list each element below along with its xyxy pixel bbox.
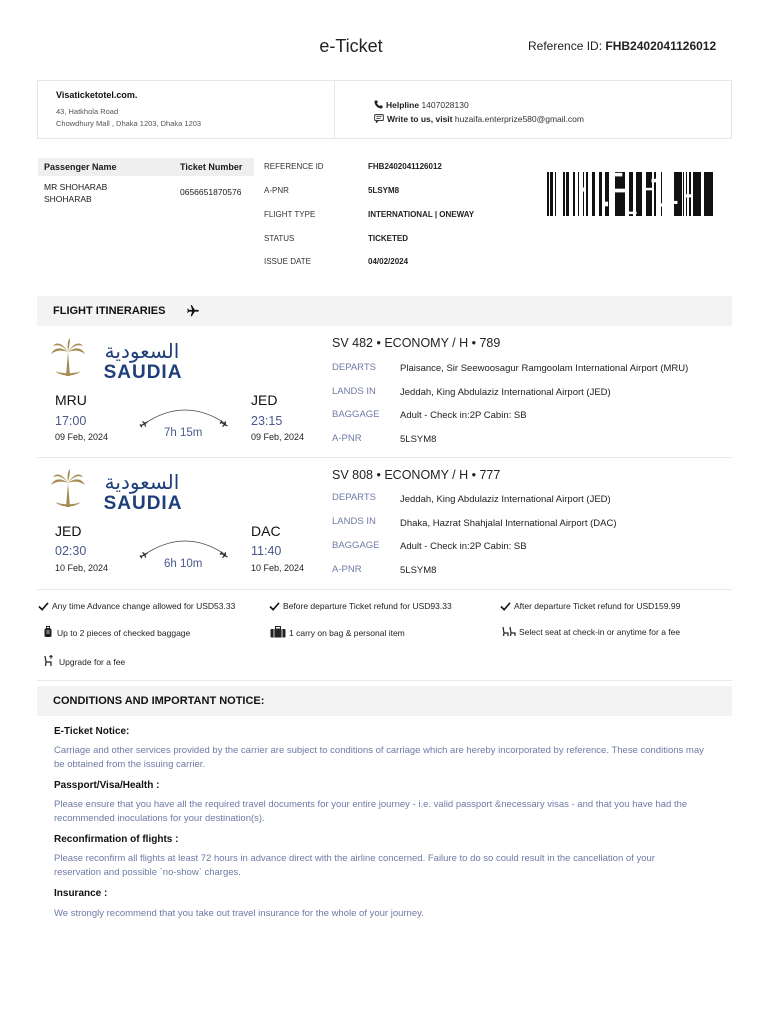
saudia-logo — [50, 469, 190, 511]
detail-label: LANDS IN — [332, 386, 376, 397]
info-value: 04/02/2024 — [368, 257, 409, 266]
feature-item — [270, 626, 405, 638]
departure-plane-icon — [139, 550, 149, 559]
agency-address — [56, 106, 201, 130]
feature-text: 1 carry on bag & personal item — [289, 628, 405, 638]
feature-item — [500, 601, 680, 611]
departure-code: MRU — [55, 392, 87, 408]
airline-latin: SAUDIA — [103, 493, 183, 511]
feature-text: Upgrade for a fee — [59, 657, 126, 667]
passenger-name-line2: SHOHARAB — [44, 194, 92, 204]
condition-heading: E-Ticket Notice: — [54, 726, 130, 737]
info-value: FHB2402041126012 — [368, 162, 442, 171]
conditions-title: CONDITIONS AND IMPORTANT NOTICE: — [53, 695, 265, 707]
condition-heading: Reconfirmation of flights : — [54, 834, 179, 845]
passenger-table-header — [38, 158, 254, 176]
saudia-logo — [50, 338, 190, 380]
flight-divider — [37, 589, 732, 590]
condition-text: We strongly recommend that you take out travel insurance for the whole of your journey. — [54, 908, 424, 919]
detail-value: Jeddah, King Abdulaziz International Airport (JED) — [400, 387, 611, 398]
passenger-name-line1: MR SHOHARAB — [44, 182, 108, 192]
info-value: TICKETED — [368, 234, 408, 243]
flight-title: SV 808 • ECONOMY / H • 777 — [332, 468, 501, 482]
ticket-number-header: Ticket Number — [180, 162, 243, 172]
info-value: INTERNATIONAL | ONEWAY — [368, 210, 475, 219]
itineraries-header — [37, 296, 732, 326]
airline-arabic: السعودية — [104, 339, 180, 363]
luggage-icon — [44, 626, 52, 638]
detail-label: DEPARTS — [332, 492, 376, 503]
message-icon — [374, 114, 384, 123]
agency-address-line2: Chowdhury Mall , Dhaka 1203, Dhaka 1203 — [56, 119, 202, 128]
arrival-code: JED — [251, 392, 278, 408]
passenger-name-header: Passenger Name — [44, 162, 117, 172]
detail-value: 5LSYM8 — [400, 434, 437, 445]
feature-text: After departure Ticket refund for USD159.99 — [514, 601, 681, 611]
airline-arabic: السعودية — [104, 470, 180, 494]
feature-item — [38, 601, 235, 611]
itineraries-title: FLIGHT ITINERARIES — [53, 305, 166, 317]
info-label: ISSUE DATE — [264, 257, 311, 266]
helpline-label: Helpline — [386, 100, 420, 110]
condition-text: Please ensure that you have all the required travel documents for your entire journey - i.e. valid passport &necessary visas - and that you have had the recommended inoculations for your destination(s). — [54, 799, 688, 824]
condition-heading: Insurance : — [54, 888, 108, 899]
feature-item — [502, 626, 680, 637]
departure-date: 09 Feb, 2024 — [55, 432, 109, 442]
airline-latin: SAUDIA — [103, 362, 183, 380]
detail-value: 5LSYM8 — [400, 565, 437, 576]
upgrade-seat-icon — [43, 655, 54, 667]
detail-label: A-PNR — [332, 564, 362, 575]
arrival-date: 09 Feb, 2024 — [251, 432, 305, 442]
reference-label: Reference ID: — [528, 39, 603, 53]
check-icon — [269, 602, 280, 611]
feature-text: Before departure Ticket refund for USD93.33 — [283, 601, 452, 611]
departure-time: 02:30 — [55, 544, 87, 558]
feature-item — [269, 601, 452, 611]
page-title: e-Ticket — [319, 36, 383, 56]
agency-name: Visaticketotel.com. — [56, 90, 138, 100]
helpline-value: 1407028130 — [421, 100, 469, 110]
flight-duration: 6h 10m — [164, 558, 203, 570]
detail-value: Jeddah, King Abdulaziz International Airport (JED) — [400, 494, 611, 505]
write-email[interactable]: huzaifa.enterprize580@gmail.com — [454, 114, 584, 124]
info-value: 5LSYM8 — [368, 186, 400, 195]
detail-label: BAGGAGE — [332, 540, 380, 551]
barcode — [547, 172, 715, 216]
feature-text: Any time Advance change allowed for USD53.33 — [52, 601, 236, 611]
flight-duration: 7h 15m — [164, 427, 203, 439]
phone-icon — [374, 100, 383, 109]
ticket-number: 0656651870576 — [180, 187, 242, 197]
write-to-us — [374, 112, 584, 126]
detail-label: LANDS IN — [332, 516, 376, 527]
arrival-time: 11:40 — [251, 544, 282, 558]
feature-item — [43, 655, 125, 667]
departure-code: JED — [55, 523, 82, 539]
info-label: REFERENCE ID — [264, 162, 324, 171]
condition-heading: Passport/Visa/Health : — [54, 780, 160, 791]
detail-value: Plaisance, Sir Seewoosagur Ramgoolam International Airport (MRU) — [400, 363, 689, 374]
departure-time: 17:00 — [55, 414, 87, 428]
check-icon — [500, 602, 511, 611]
feature-text: Select seat at check-in or anytime for a fee — [519, 627, 681, 637]
contact-info — [374, 98, 584, 126]
reference-value: FHB2402041126012 — [605, 39, 717, 53]
carry-on-bag-icon — [270, 626, 286, 638]
info-label: A-PNR — [264, 186, 289, 195]
passenger-name — [44, 181, 144, 205]
arrival-time: 23:15 — [251, 414, 283, 428]
write-label: Write to us, visit — [387, 114, 453, 124]
info-label: STATUS — [264, 234, 295, 243]
arrival-date: 10 Feb, 2024 — [251, 563, 305, 573]
condition-text: Carriage and other services provided by the carrier are subject to conditions of carriage which are hereby incorporated by reference. These conditions may be obtained from the issuing carrier. — [54, 745, 704, 770]
flight-divider — [37, 457, 732, 458]
flight-path-arc — [138, 533, 232, 561]
helpline — [374, 98, 584, 112]
detail-label: BAGGAGE — [332, 409, 380, 420]
feature-text: Up to 2 pieces of checked baggage — [57, 628, 191, 638]
flight-title: SV 482 • ECONOMY / H • 789 — [332, 336, 501, 350]
flight-path-arc — [138, 402, 232, 430]
condition-text: Please reconfirm all flights at least 72 hours in advance direct with the airline concerned. Failure to do so could result in the cancellation of your reservation and possible `no-show` charges. — [54, 853, 655, 878]
reference-id — [528, 39, 716, 53]
seat-icon — [502, 626, 516, 637]
departure-plane-icon — [139, 419, 149, 428]
agency-address-line1: 43, Hatkhola Road — [56, 107, 119, 116]
conditions-header — [37, 686, 732, 716]
detail-value: Adult - Check in:2P Cabin: SB — [400, 541, 527, 552]
arrival-code: DAC — [251, 523, 281, 539]
detail-value: Dhaka, Hazrat Shahjalal International Airport (DAC) — [400, 518, 617, 529]
check-icon — [38, 602, 49, 611]
features-divider — [37, 680, 732, 681]
detail-label: A-PNR — [332, 433, 362, 444]
detail-value: Adult - Check in:2P Cabin: SB — [400, 410, 527, 421]
departure-date: 10 Feb, 2024 — [55, 563, 109, 573]
info-label: FLIGHT TYPE — [264, 210, 316, 219]
detail-label: DEPARTS — [332, 362, 376, 373]
feature-item — [44, 626, 190, 638]
airplane-icon — [186, 304, 200, 318]
